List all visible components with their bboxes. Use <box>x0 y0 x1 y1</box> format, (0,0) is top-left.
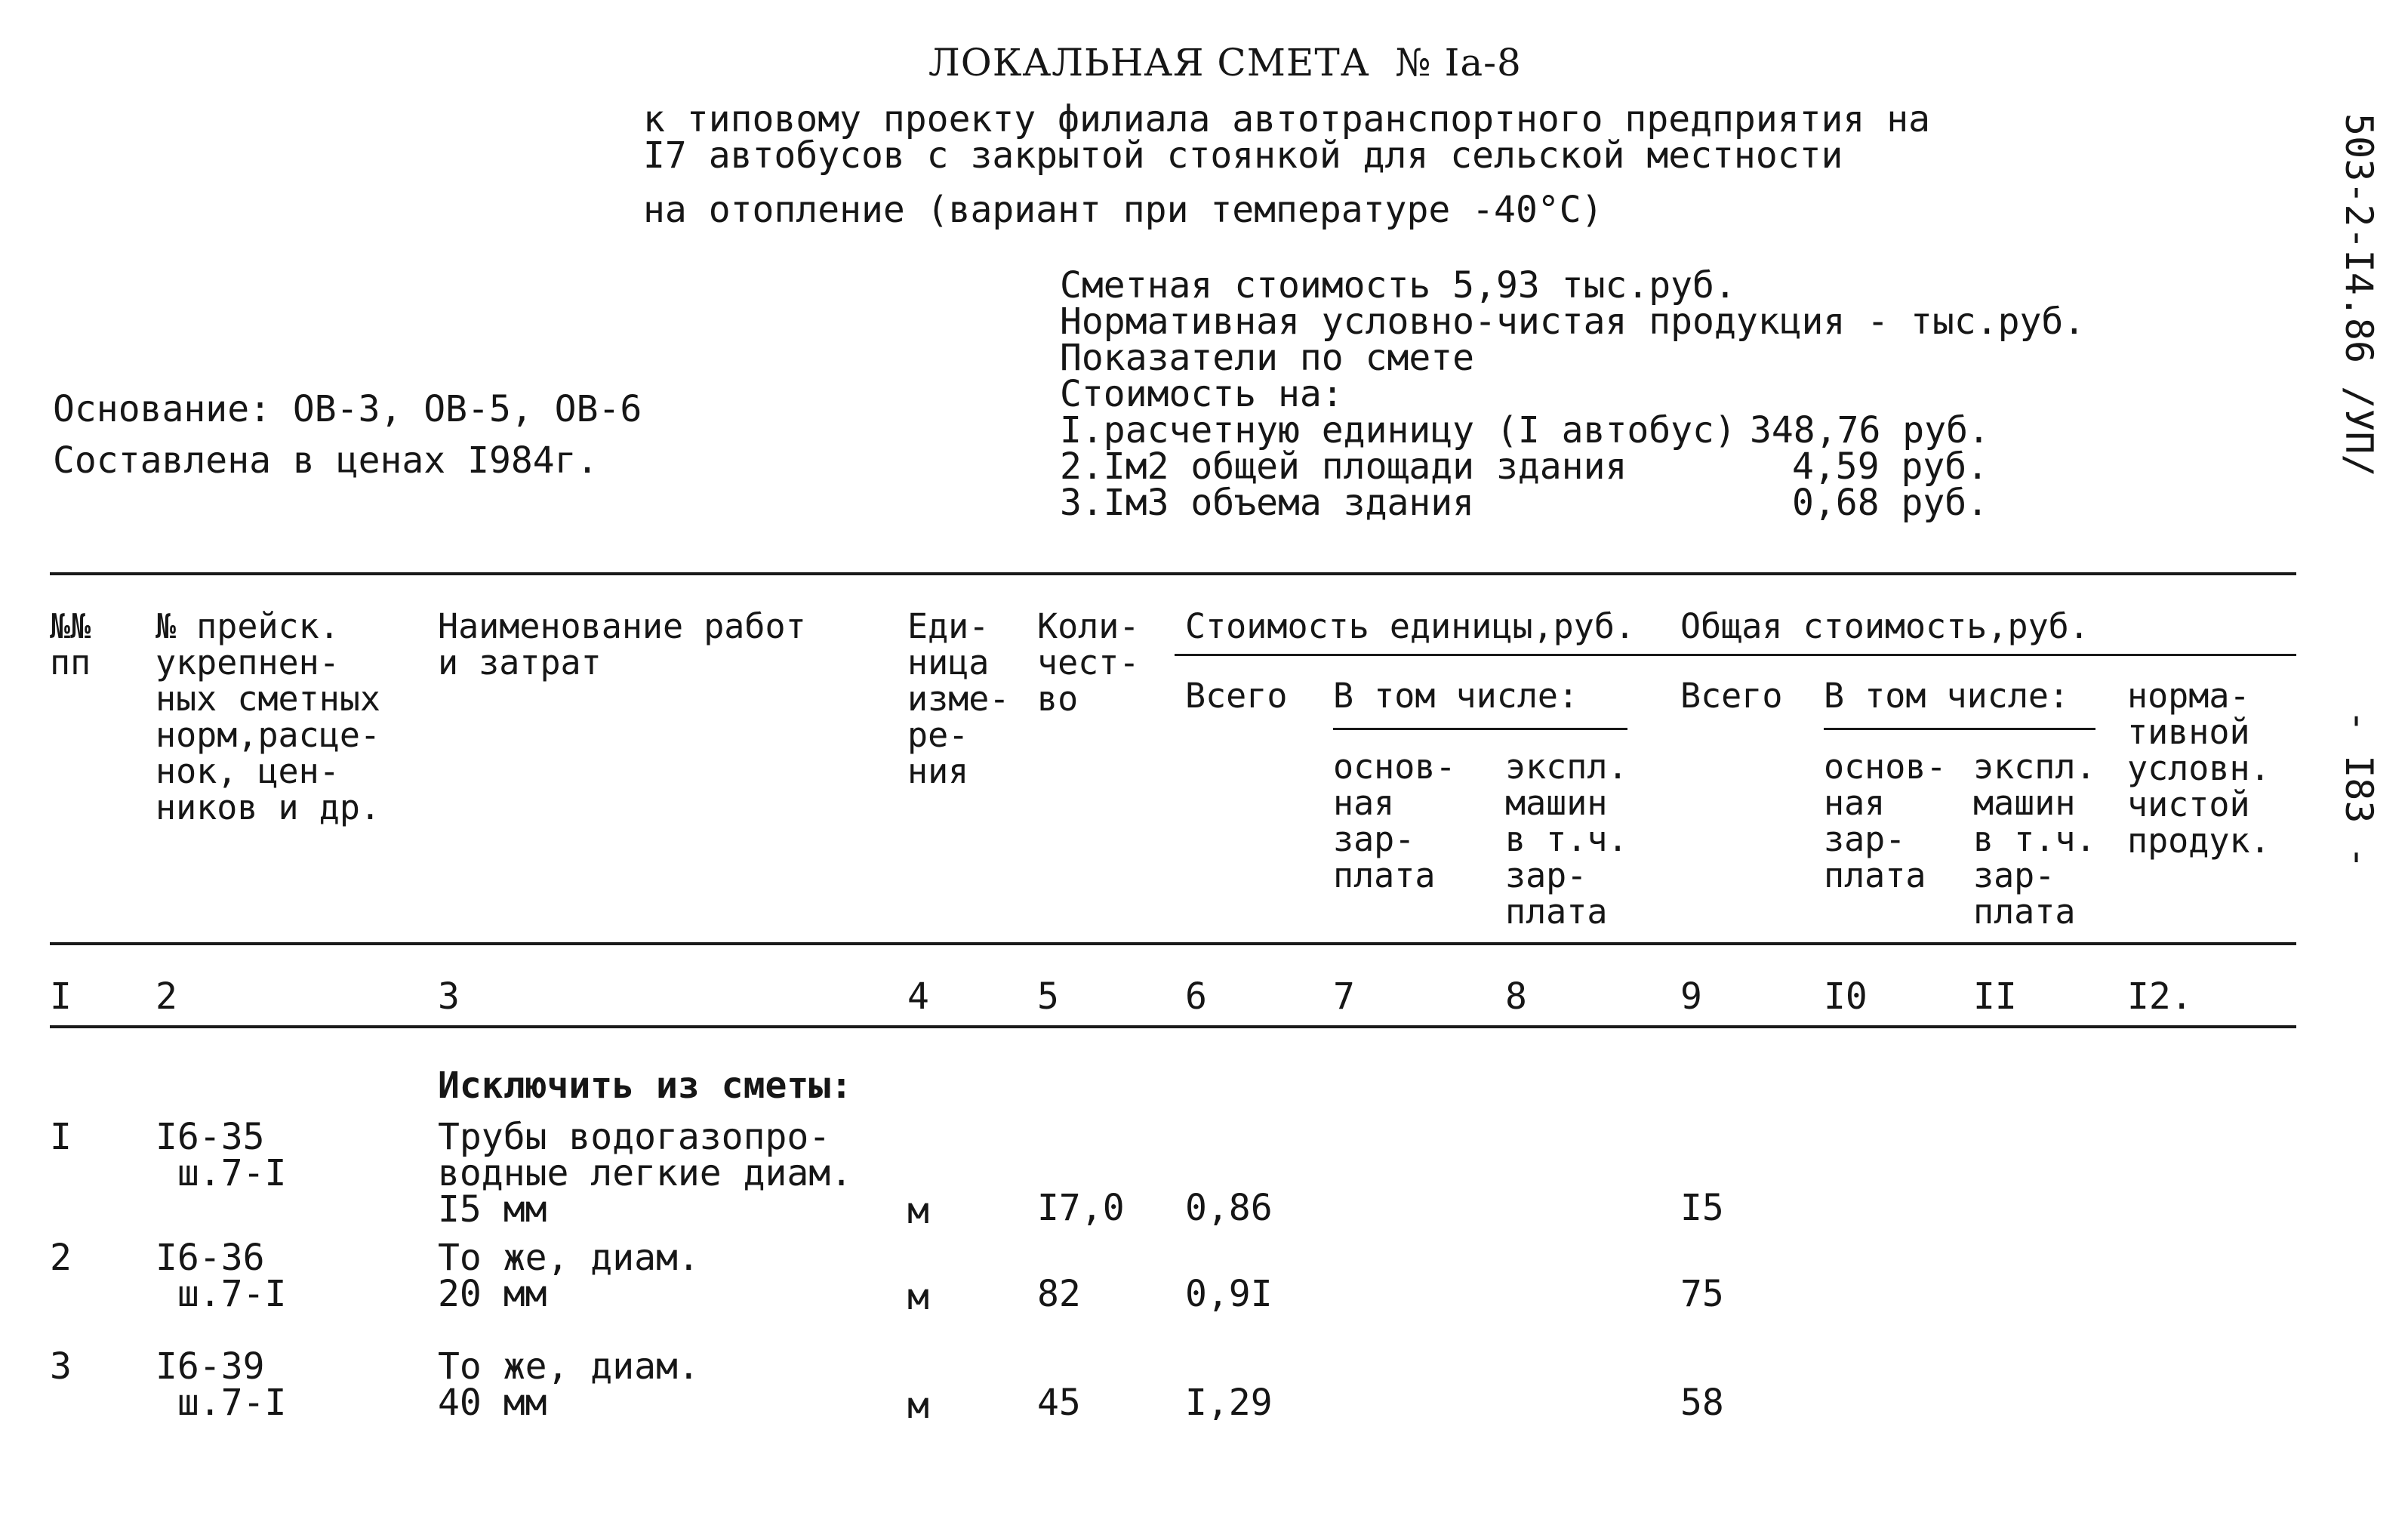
header-sub-rule <box>1175 654 2296 656</box>
document-title: ЛОКАЛЬНАЯ СМЕТА № Iа-8 <box>928 41 1522 85</box>
column-number: 9 <box>1680 975 1702 1018</box>
row-quantity: 45 <box>1037 1382 1081 1424</box>
header-net-product: норма- тивной условн. чистой продук. <box>2127 676 2271 861</box>
row-price-code: I6-39 ш.7-I <box>156 1345 287 1424</box>
row-number: 3 <box>50 1345 72 1388</box>
page-number-vertical: - I83 - <box>2337 710 2381 869</box>
subtitle-line-1: к типовому проекту филиала автотранспортного предприятия на <box>643 98 1931 140</box>
row-work-name: Трубы водогазопро- водные легкие диам. I5 мм <box>438 1116 853 1231</box>
row-total: 58 <box>1680 1382 1724 1424</box>
prices-year-line: Составлена в ценах I984г. <box>53 439 599 482</box>
header-machines-total: экспл. машин в т.ч. зар- плата <box>1973 747 2096 932</box>
row-work-name: То же, диам. 20 мм <box>438 1237 700 1315</box>
header-unit: Еди- ница изме- ре- ния <box>907 606 1010 791</box>
header-incl-unit: В том числе: <box>1333 676 1579 716</box>
column-number: I0 <box>1824 975 1868 1018</box>
column-number: I <box>50 975 72 1018</box>
summary-item-label: 3.Iм3 объема здания <box>1060 482 1475 524</box>
row-quantity: I7,0 <box>1037 1187 1125 1229</box>
row-quantity: 82 <box>1037 1273 1081 1315</box>
header-all-total: Всего <box>1680 676 1783 716</box>
summary-item-label: I.расчетную единицу (I автобус) <box>1060 409 1736 451</box>
summary-indicators: Показатели по смете <box>1060 337 1475 379</box>
row-number: I <box>50 1116 72 1158</box>
summary-item-value: 4,59 руб. <box>1792 445 1989 488</box>
row-unit: м <box>907 1276 929 1318</box>
row-unit-price: I,29 <box>1185 1382 1273 1424</box>
col-numbers-rule <box>50 1025 2296 1028</box>
column-number: I2. <box>2127 975 2193 1018</box>
column-number: 6 <box>1185 975 1207 1018</box>
row-total: 75 <box>1680 1273 1724 1315</box>
row-number: 2 <box>50 1237 72 1279</box>
column-number: 2 <box>156 975 177 1018</box>
header-price-code: № прейск. укрепнен- ных сметных норм,расце- нок, цен- ников и др. <box>156 606 381 827</box>
row-unit-price: 0,86 <box>1185 1187 1273 1229</box>
header-bottom-rule <box>50 942 2296 945</box>
header-base-pay-unit: основ- ная зар- плата <box>1333 747 1456 895</box>
row-price-code: I6-35 ш.7-I <box>156 1116 287 1194</box>
section-heading: Исключить из сметы: <box>438 1065 853 1107</box>
document-code-vertical: 503-2-I4.86 /УП/ <box>2337 113 2381 477</box>
row-unit: м <box>907 1190 929 1232</box>
column-number: II <box>1973 975 2017 1018</box>
header-work-name: Наименование работ и затрат <box>438 606 806 683</box>
subtitle-line-2: I7 автобусов с закрытой стоянкой для сельской местности <box>643 134 1843 177</box>
summary-cost-on: Стоимость на: <box>1060 373 1344 415</box>
header-unit-cost: Стоимость единицы,руб. <box>1185 606 1636 646</box>
column-number: 4 <box>907 975 929 1018</box>
column-number: 5 <box>1037 975 1059 1018</box>
column-number: 8 <box>1505 975 1527 1018</box>
row-work-name: То же, диам. 40 мм <box>438 1345 700 1424</box>
row-unit-price: 0,9I <box>1185 1273 1273 1315</box>
summary-item-value: 0,68 руб. <box>1792 482 1989 524</box>
header-machines-unit: экспл. машин в т.ч. зар- плата <box>1505 747 1628 932</box>
summary-cost: Сметная стоимость 5,93 тыс.руб. <box>1060 264 1736 307</box>
summary-net-product: Нормативная условно-чистая продукция - тыс.руб. <box>1060 300 2086 343</box>
incl-rule-2 <box>1824 728 2095 730</box>
header-row-number: №№ пп <box>50 606 91 683</box>
row-price-code: I6-36 ш.7-I <box>156 1237 287 1315</box>
header-all-unit: Всего <box>1185 676 1288 716</box>
row-total: I5 <box>1680 1187 1724 1229</box>
basis-line: Основание: ОВ-3, ОВ-5, ОВ-6 <box>53 388 642 430</box>
header-quantity: Коли- чест- во <box>1037 606 1140 719</box>
incl-rule-1 <box>1333 728 1627 730</box>
subtitle-line-3: на отопление (вариант при температуре -40°С) <box>643 189 1603 231</box>
header-base-pay-total: основ- ная зар- плата <box>1824 747 1947 895</box>
header-total-cost: Общая стоимость,руб. <box>1680 606 2089 646</box>
column-number: 3 <box>438 975 460 1018</box>
summary-item-label: 2.Iм2 общей площади здания <box>1060 445 1627 488</box>
table-top-rule <box>50 572 2296 575</box>
summary-item-value: 348,76 руб. <box>1750 409 1990 451</box>
column-number: 7 <box>1333 975 1355 1018</box>
row-unit: м <box>907 1385 929 1427</box>
header-incl-total: В том числе: <box>1824 676 2070 716</box>
